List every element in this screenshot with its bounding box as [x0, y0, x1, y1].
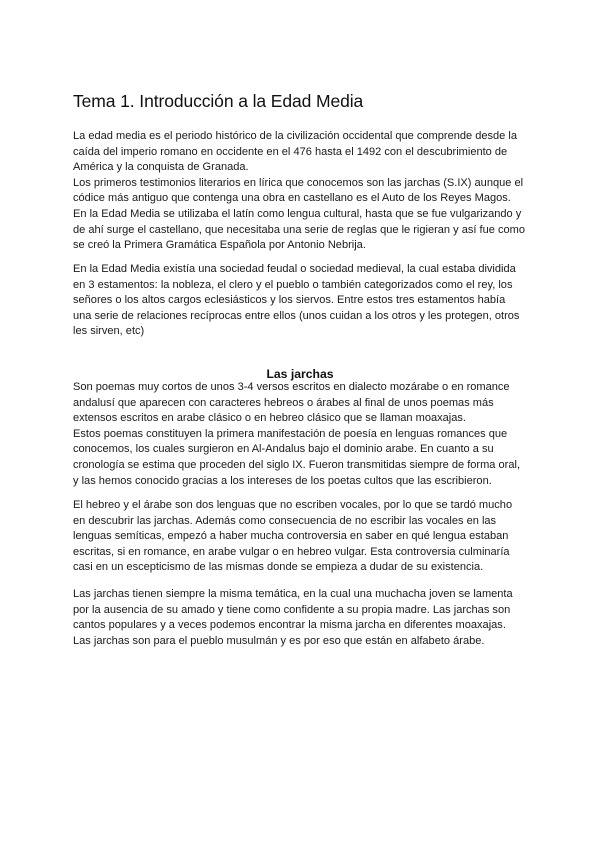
page-title: Tema 1. Introducción a la Edad Media: [73, 91, 364, 111]
text-line: El hebreo y el árabe son dos lenguas que no escriben vocales, por lo que se tardó mucho: [73, 499, 513, 511]
text-line: en 3 estamentos: la nobleza, el clero y el pueblo o también categorizados como el rey, los: [73, 278, 513, 291]
text-line: se creó la Primera Gramática Española por Antonio Nebrija.: [73, 239, 366, 252]
text-line: andalusí que aparecen con caracteres hebreos o árabes al final de unos poemas más: [73, 396, 494, 409]
text-line: en descubrir las jarchas. Además como consecuencia de no escribir las vocales en las: [73, 514, 497, 527]
text-line: caída del imperio romano en occidente en el 476 hasta el 1492 con el descubrimiento de: [73, 145, 508, 158]
text-line: cronología se estima que proceden del siglo IX. Fueron transmitidas siempre de forma oral,: [73, 458, 521, 471]
text-line: de ahí surge el castellano, que necesitaba una serie de reglas que le rigieran y así fue como: [73, 223, 525, 236]
paragraph-languages: [73, 498, 533, 576]
text-line: Son poemas muy cortos de unos 3-4 versos escritos en dialecto mozárabe o en romance: [73, 381, 510, 393]
text-line: extensos escritos en arabe clásico o en hebreo clásico que se llaman moaxajas.: [73, 412, 466, 425]
section-heading-jarchas: Las jarchas: [266, 367, 334, 381]
text-line: casi en un escepticismo de las mismas donde se empieza a dudar de su existencia.: [73, 561, 484, 574]
text-line: escritas, si en romance, en arabe vulgar o en hebreo vulgar. Esta controversia culminaría: [73, 545, 510, 558]
paragraph-themes: [73, 587, 533, 649]
text-line: les sirven, etc): [73, 325, 145, 338]
text-line: Los primeros testimonios literarios en lírica que conocemos son las jarchas (S.IX) aunque el: [73, 176, 524, 189]
text-line: lenguas semíticas, empezó a haber mucha controversia en saber en qué lengua estaban: [73, 530, 509, 543]
text-line: conocemos, los cuales surgieron en Al-Andalus bajo el dominio arabe. En cuanto a su: [73, 443, 494, 456]
paragraph-jarchas-definition: [73, 380, 533, 489]
text-line: En la Edad Media existía una sociedad feudal o sociedad medieval, la cual estaba dividida: [73, 263, 516, 275]
text-line: por la ausencia de su amado y tiene como confidente a su propia madre. Las jarchas son: [73, 603, 511, 616]
paragraph-intro: [73, 129, 533, 254]
text-line: América y la conquista de Granada.: [73, 161, 249, 174]
text-line: cantos populares y a veces podemos encontrar la misma jarcha en diferentes moaxajas.: [73, 619, 506, 632]
text-line: La edad media es el periodo histórico de la civilización occidental que comprende desde la: [73, 130, 517, 142]
text-line: y las hemos conocido gracias a los intereses de los poetas cultos que las escribieron.: [73, 474, 492, 487]
text-line: una serie de relaciones recíprocas entre ellos (unos cuidan a los otros y les protegen, otros: [73, 309, 520, 322]
text-line: señores o los altos cargos eclesiásticos y los siervos. Entre estos tres estamentos había: [73, 294, 506, 307]
text-line: Estos poemas constituyen la primera manifestación de poesía en lenguas romances que: [73, 427, 508, 440]
text-line: En la Edad Media se utilizaba el latín como lengua cultural, hasta que se fue vulgarizando y: [73, 207, 522, 220]
paragraph-society: [73, 262, 533, 340]
text-line: códice más antiguo que contenga una obra en castellano es el Auto de los Reyes Magos.: [73, 192, 511, 205]
text-line: Las jarchas son para el pueblo musulmán y es por eso que están en alfabeto árabe.: [73, 634, 485, 647]
text-line: Las jarchas tienen siempre la misma temática, en la cual una muchacha joven se lamenta: [73, 588, 513, 600]
